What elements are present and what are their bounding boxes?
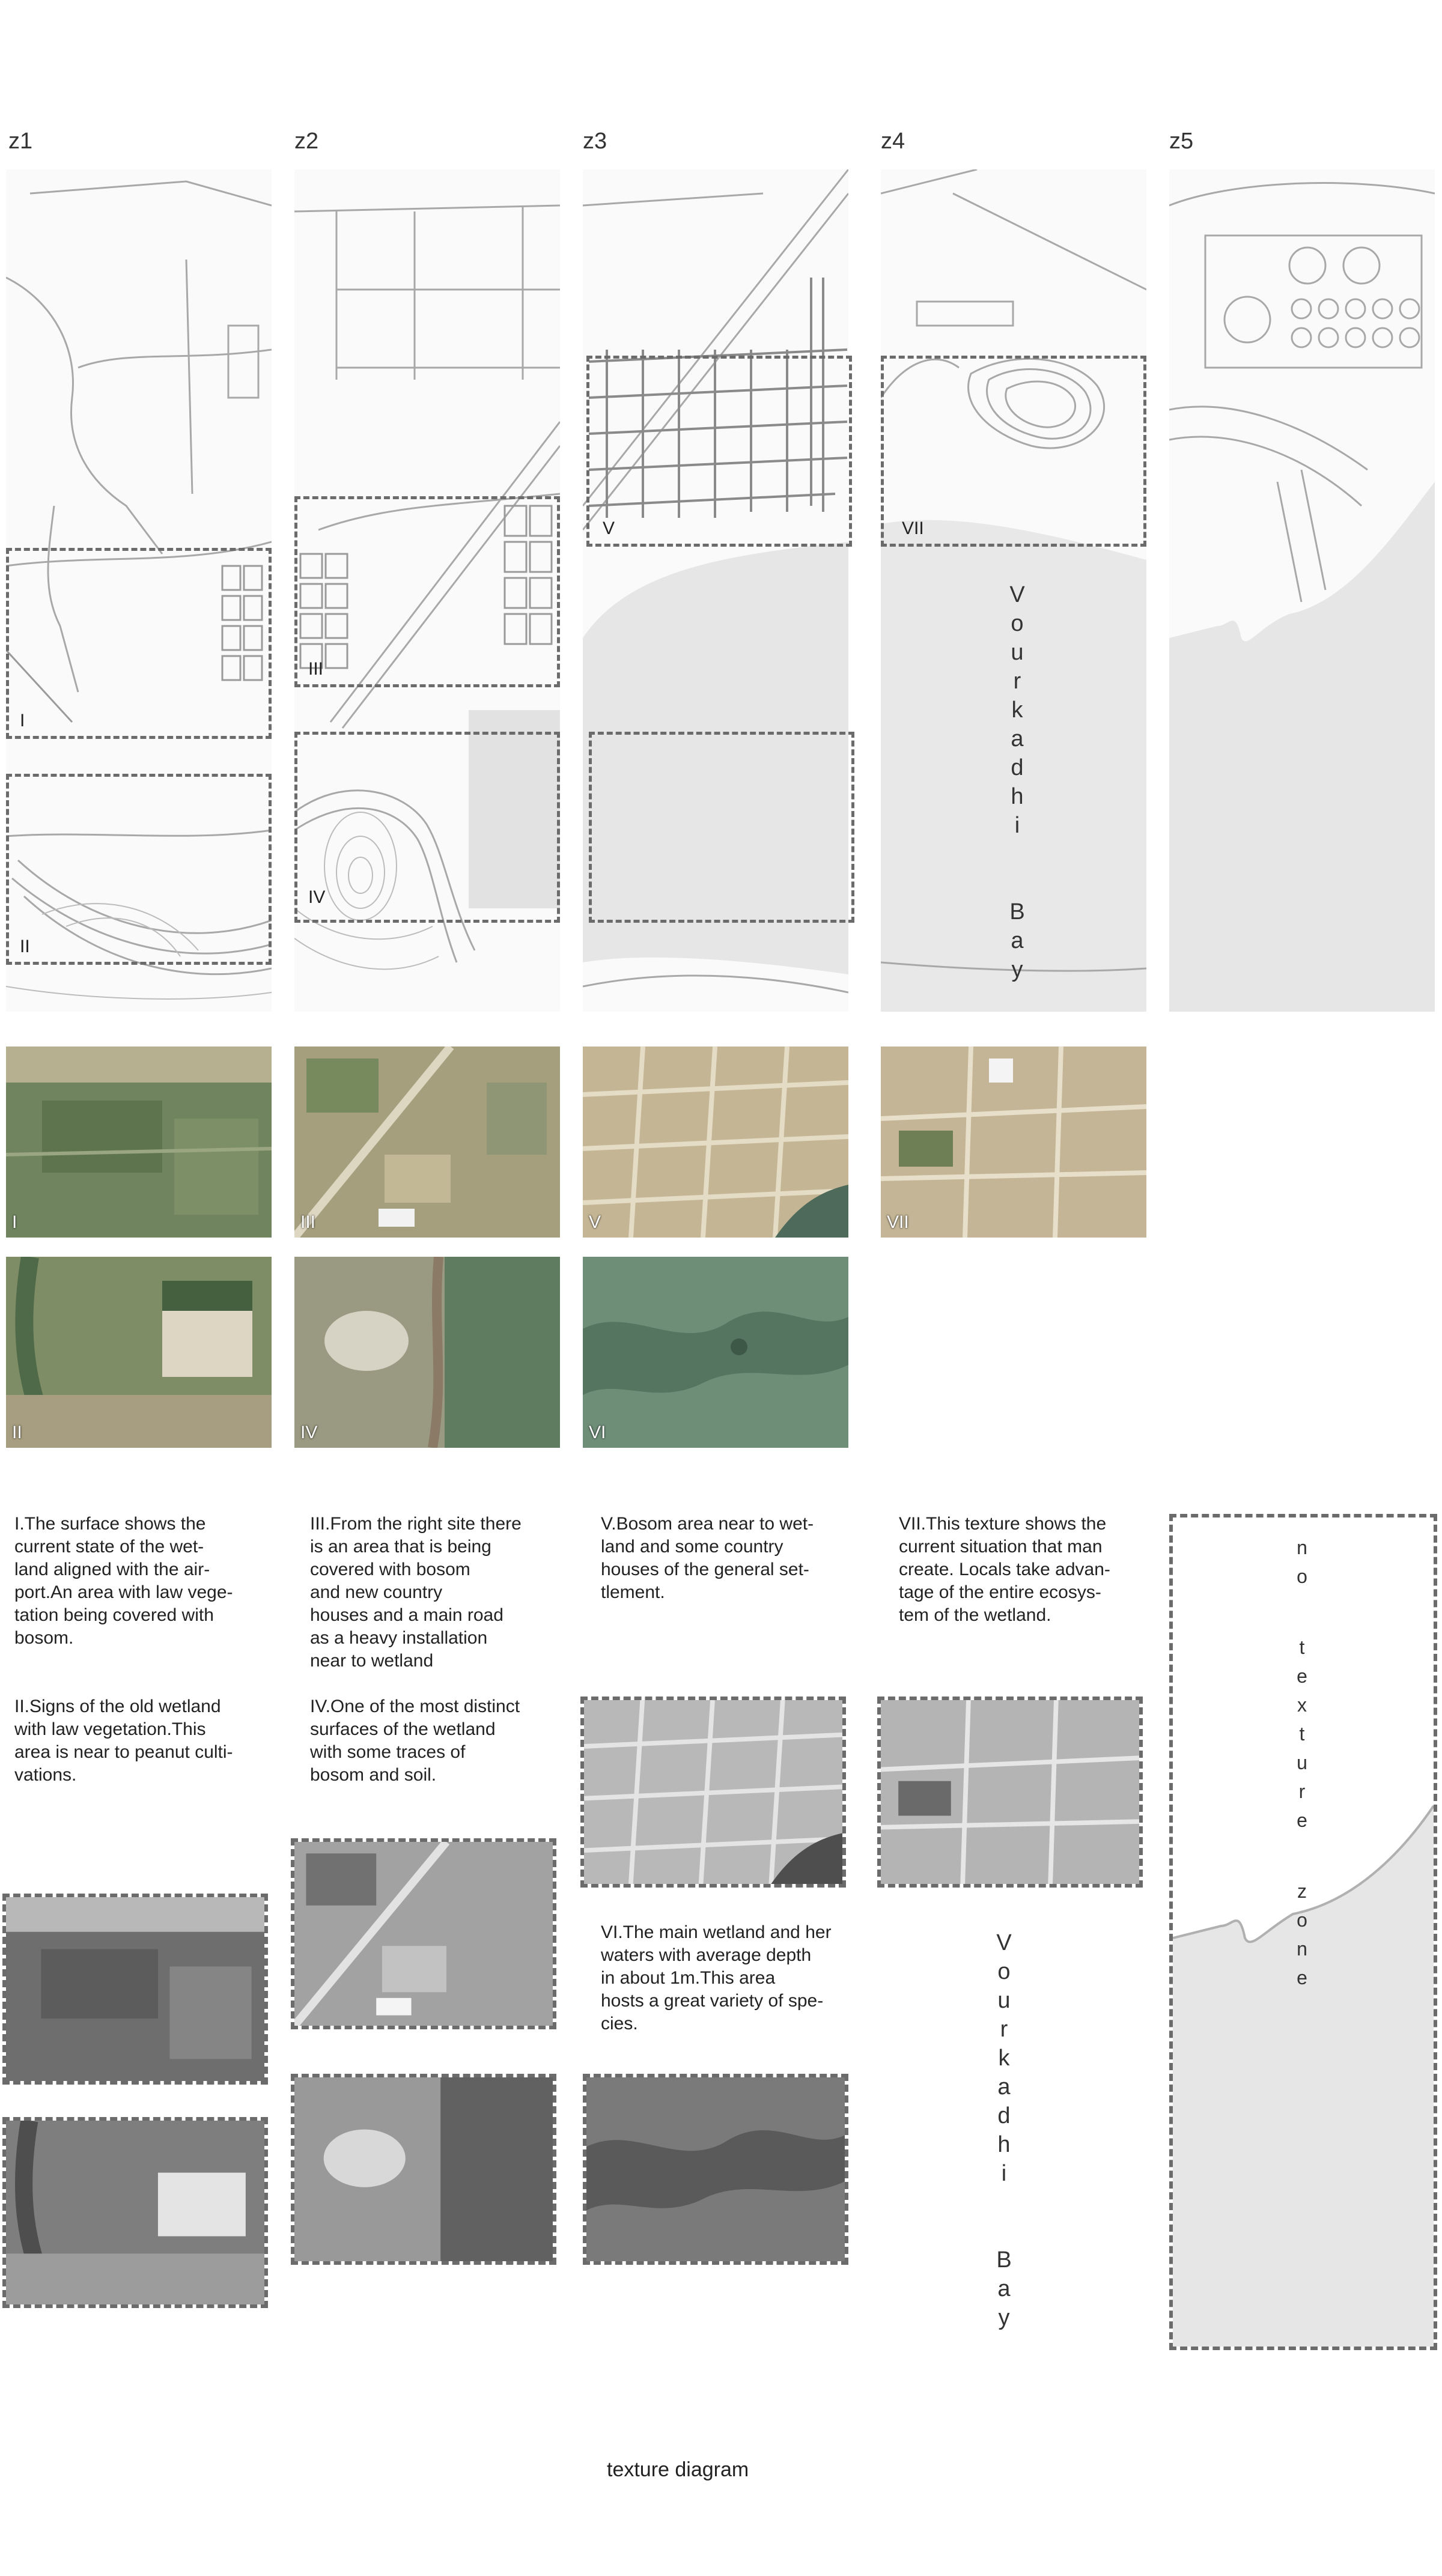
vertical-letter: t [1299,1636,1305,1658]
zone-label-z1: z1 [8,129,33,154]
photo-label: VI [589,1423,606,1442]
gray-photo-III [291,1838,556,2029]
description-V [601,1513,859,1604]
map-box-label: V [603,518,615,538]
description-II [14,1695,273,1787]
vertical-letter: a [997,2074,1011,2100]
vertical-letter: n [1297,1938,1307,1960]
photo-V [583,1046,848,1238]
map-box-label: III [308,659,324,679]
map-box-I [6,548,272,739]
zone-label-z4: z4 [881,129,905,154]
vertical-letter: o [997,1959,1011,1984]
description-I [14,1513,273,1650]
vertical-letter: r [1013,669,1021,694]
zone-label-z3: z3 [583,129,607,154]
vertical-letter: a [1011,726,1024,752]
photo-II [6,1257,272,1448]
vertical-letter: y [1011,957,1023,982]
vertical-letter: d [1011,755,1024,780]
description-IV-text: IV.One of the most distinct surfaces of the wetland with some traces of bosom and soil. [310,1697,520,1785]
map-box-label: IV [308,887,326,907]
map-box-VI [589,732,854,923]
map-box-II [6,774,272,965]
vertical-letter: k [1011,697,1023,723]
photo-label: VII [887,1212,909,1232]
vertical-letter: r [1000,2017,1008,2042]
zone-label-z5: z5 [1169,129,1194,154]
vertical-letter: i [1014,813,1020,838]
no-texture-zone [1169,1514,1437,2350]
gray-photo-II [2,2117,268,2308]
vertical-letter: r [1298,1781,1306,1802]
gray-photo-IV [291,2074,556,2265]
photo-label: I [12,1212,17,1232]
map-box-III [294,496,560,687]
vertical-letter: d [997,2103,1011,2128]
zone-label-z2: z2 [294,129,319,154]
description-VI [601,1921,871,2035]
vertical-letter: x [1297,1694,1307,1716]
map-strip-z5 [1169,169,1435,1012]
vertical-letter: h [1011,784,1024,809]
no-texture-label [1287,1533,1317,1992]
vertical-letter: z [1297,1880,1307,1902]
photo-IV [294,1257,560,1448]
description-IV [310,1695,568,1787]
vertical-letter: n [1297,1537,1307,1558]
vertical-letter: B [1009,899,1025,925]
vertical-letter: o [1297,1566,1307,1587]
photo-label: II [12,1423,22,1442]
map-box-label: II [20,937,30,956]
bay-name-lower [989,1928,1019,2332]
gray-photo-V [580,1697,846,1888]
map-box-label: I [20,711,25,731]
description-I-text: I.The surface shows the current state of the wet- land aligned with the air- port.An area with law vege- tation being covered with bosom. [14,1514,233,1648]
gray-photo-VII [877,1697,1143,1888]
vertical-letter: e [1297,1967,1307,1988]
vertical-letter: V [996,1930,1012,1955]
vertical-letter: t [1299,1723,1305,1745]
vertical-letter: V [1009,582,1025,607]
photo-VI [583,1257,848,1448]
bay-name-map [1002,580,1032,984]
map-box-V [586,356,852,547]
description-V-text: V.Bosom area near to wet- land and some country houses of the general set- tlement. [601,1514,814,1602]
vertical-letter: o [1297,1909,1307,1931]
vertical-letter: e [1297,1809,1307,1831]
vertical-letter: k [998,2046,1010,2071]
photo-label: III [300,1212,316,1232]
vertical-letter: u [1297,1752,1307,1773]
vertical-letter: B [996,2247,1012,2273]
photo-VII [881,1046,1146,1238]
photo-label: V [589,1212,601,1232]
description-III-text: III.From the right site there is an area that is being covered with bosom and new country houses and a main road as a heavy installation near to wetland [310,1514,522,1671]
vertical-letter: u [1011,640,1024,665]
photo-III [294,1046,560,1238]
description-VII-text: VII.This texture shows the current situation that man create. Locals take advan- tage of the entire ecosys- tem of the wetland. [899,1514,1110,1625]
map-box-VII [881,356,1146,547]
vertical-letter: e [1297,1665,1307,1687]
vertical-letter: y [998,2305,1010,2330]
gray-photo-VI [583,2074,848,2265]
gray-photo-I [2,1894,268,2085]
description-III [310,1513,568,1672]
photo-label: IV [300,1423,318,1442]
photo-I [6,1046,272,1238]
vertical-letter: a [1011,928,1024,953]
vertical-letter: i [1001,2161,1007,2186]
map-box-IV [294,732,560,923]
vertical-letter: u [997,1988,1011,2013]
description-VI-text: VI.The main wetland and her waters with average depth in about 1m.This area hosts a great variety of spe- cies. [601,1922,832,2034]
vertical-letter: h [997,2132,1011,2157]
description-VII [899,1513,1157,1627]
vertical-letter: a [997,2276,1011,2301]
description-II-text: II.Signs of the old wetland with law vegetation.This area is near to peanut culti- vations. [14,1697,233,1785]
map-box-label: VII [902,518,924,538]
vertical-letter: o [1011,611,1024,636]
diagram-title: texture diagram [607,2458,749,2481]
